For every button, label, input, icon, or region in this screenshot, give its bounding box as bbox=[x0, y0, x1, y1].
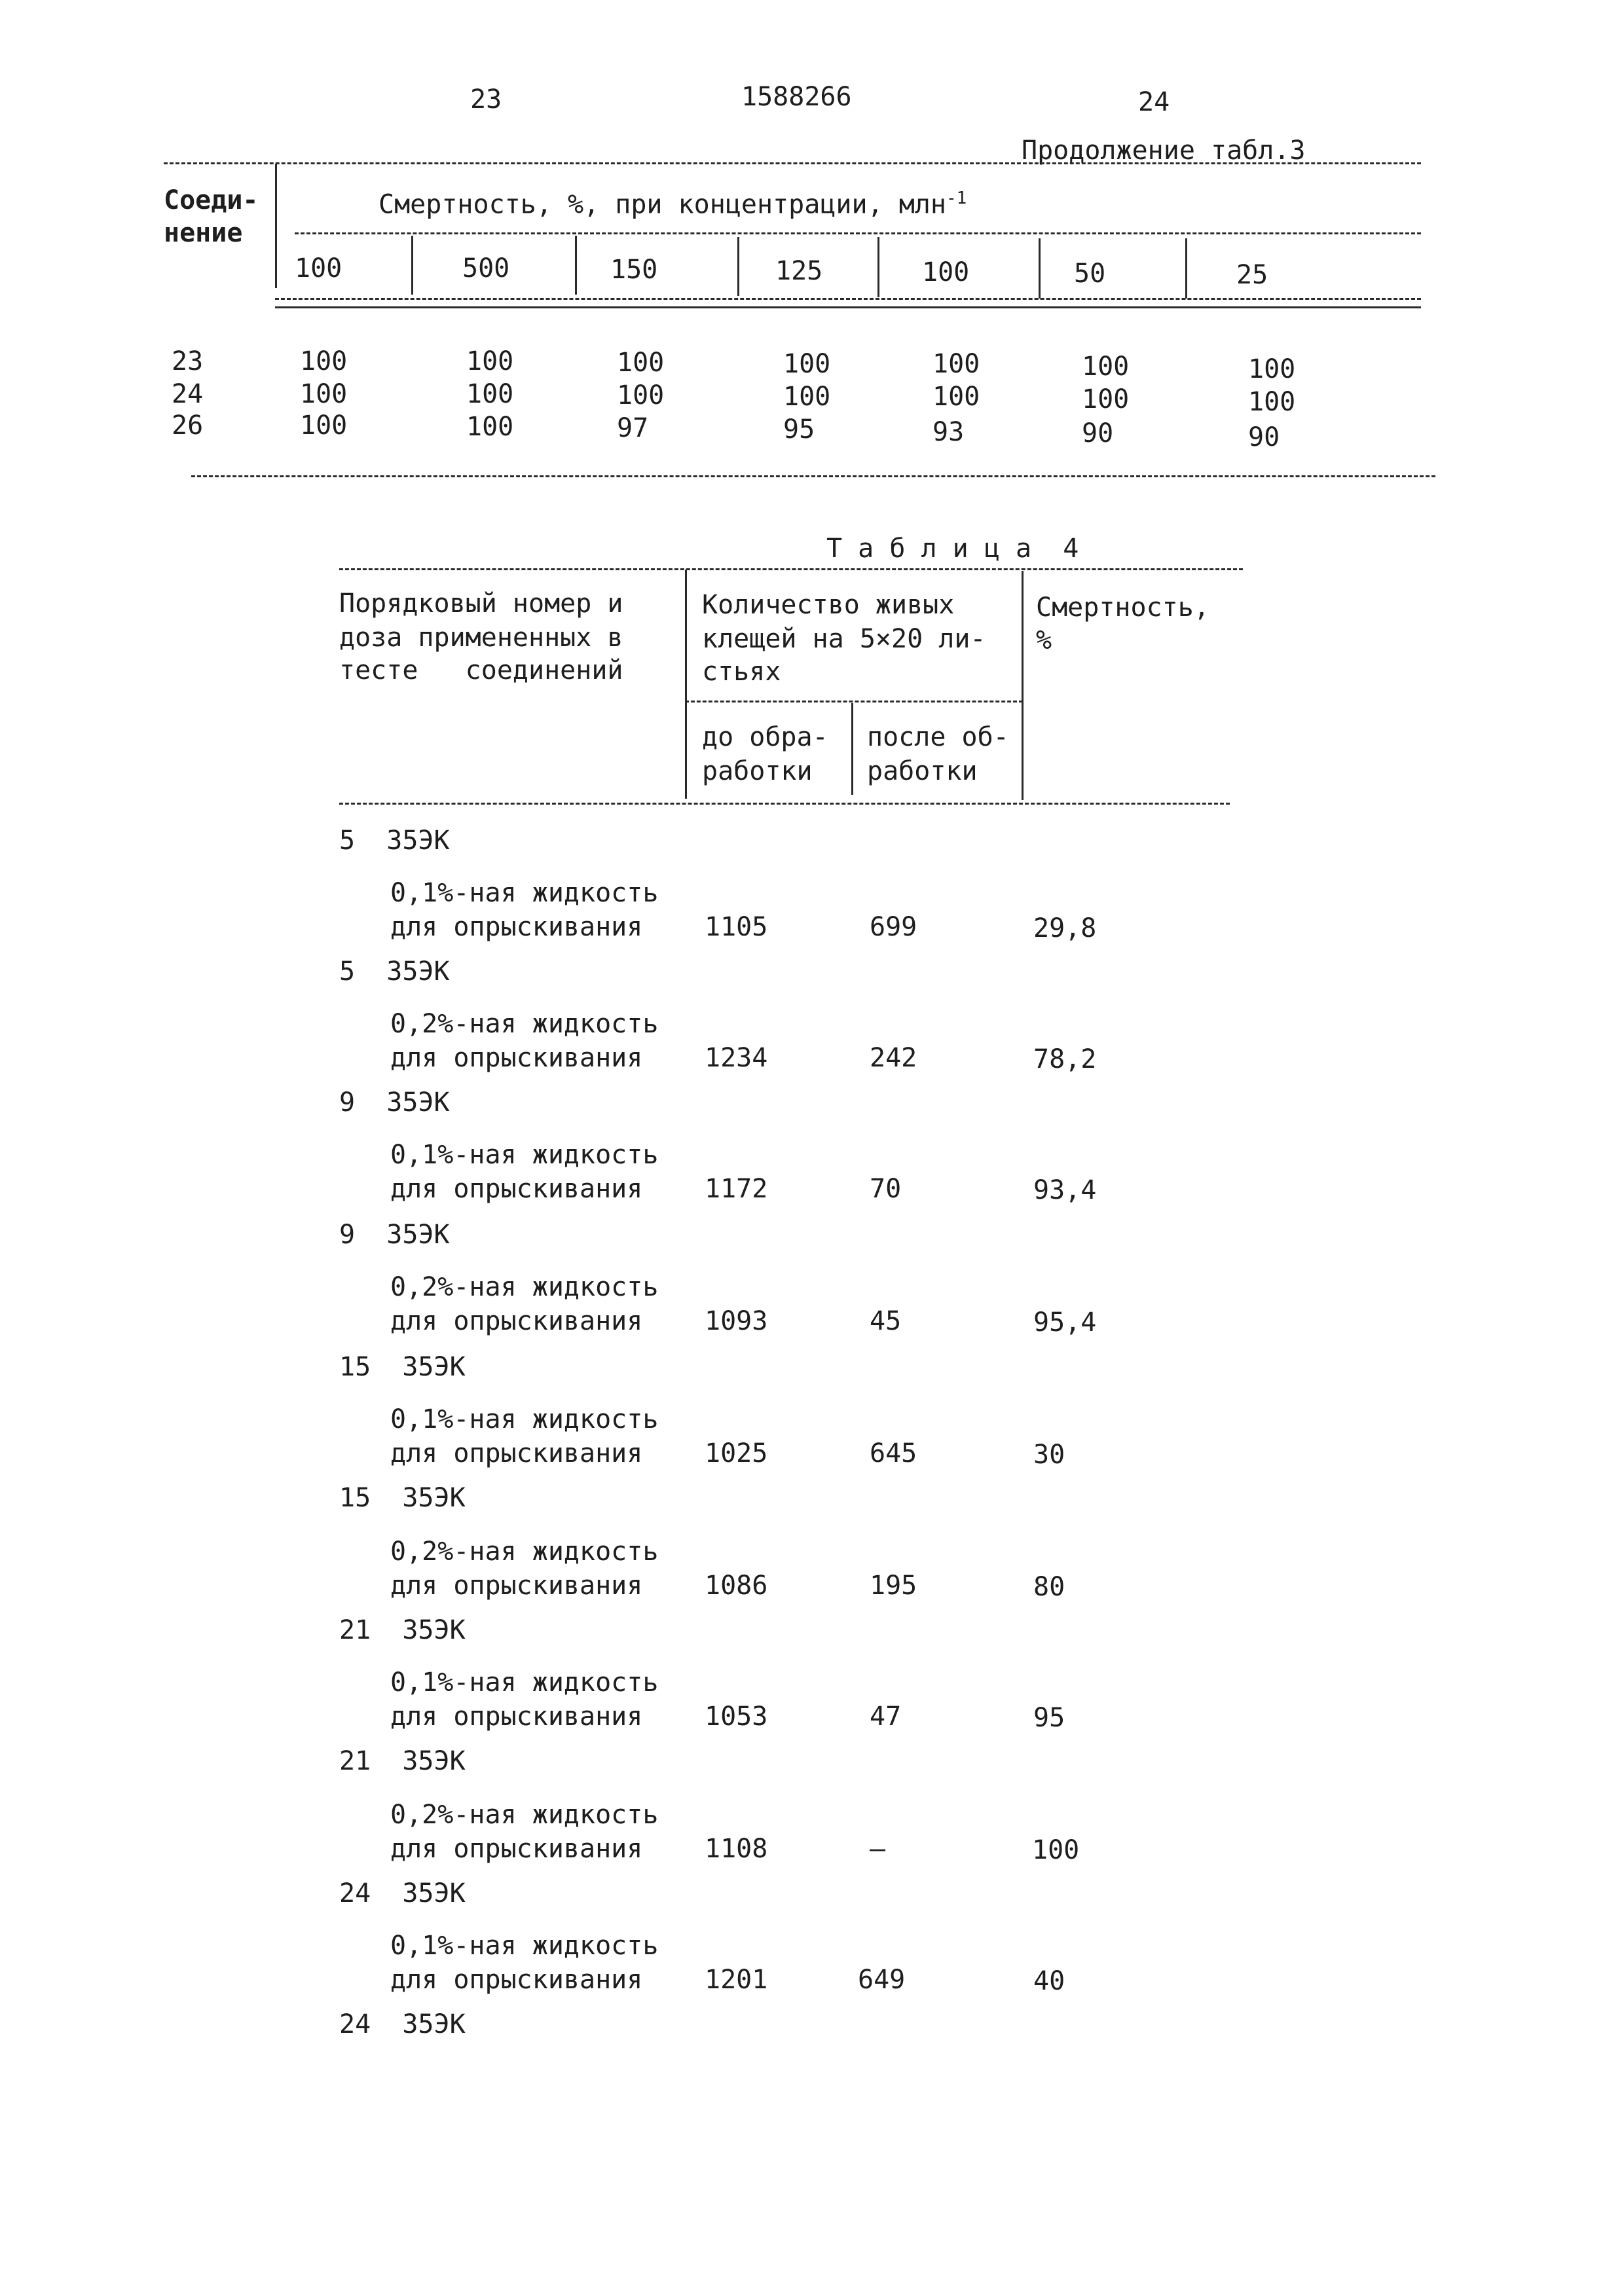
table4-col3-line1: Смертность, bbox=[1036, 592, 1209, 623]
table4-sub-divider bbox=[851, 703, 853, 795]
table4-cell-after: 242 bbox=[870, 1043, 917, 1073]
table4-row-dose-line2: для опрыскивания bbox=[390, 1306, 643, 1336]
table4-cell-mortality: 80 bbox=[1033, 1572, 1065, 1602]
table4-trailing-label: 24 35ЭК bbox=[339, 2009, 466, 2039]
table4-col2-line3: стьях bbox=[702, 657, 781, 687]
table4-col2-line1: Количество живых bbox=[702, 590, 955, 620]
table4-col2-sub1-line1: до обра- bbox=[702, 722, 828, 752]
table4-cell-after: 70 bbox=[870, 1174, 902, 1204]
table4-cell-before: 1093 bbox=[705, 1306, 768, 1336]
table3-cell: 100 bbox=[1248, 387, 1296, 417]
table4-cell-after: 649 bbox=[858, 1965, 906, 1995]
table3-cell: 100 bbox=[783, 349, 831, 379]
table4-row-dose-line1: 0,2%-ная жидкость bbox=[390, 1800, 659, 1830]
table4-row-label: 15 35ЭК bbox=[339, 1483, 466, 1513]
table3-col-compound-2: нение bbox=[164, 218, 243, 248]
table3-conc-divider-5 bbox=[1039, 238, 1041, 299]
table3-col-compound-1: Соеди- bbox=[164, 185, 259, 215]
table4-cell-after: 699 bbox=[870, 912, 917, 942]
table4-cell-before: 1105 bbox=[705, 912, 768, 942]
table3-sub-rule bbox=[295, 232, 1421, 234]
table3-cell: 100 bbox=[300, 346, 348, 376]
table3-cell: 100 bbox=[466, 412, 514, 442]
table4-row-label: 5 35ЭК bbox=[339, 957, 450, 987]
page-number-left: 23 bbox=[470, 84, 502, 115]
table3-cell: 97 bbox=[617, 413, 649, 443]
table3-conc-5: 100 bbox=[922, 257, 970, 287]
table4-row-dose-line2: для опрыскивания bbox=[390, 1702, 643, 1732]
table3-conc-4: 125 bbox=[775, 256, 823, 286]
table4-col1-line1: Порядковый номер и bbox=[339, 589, 623, 619]
table4-col-divider-1 bbox=[685, 570, 687, 799]
table4-row-label: 15 35ЭК bbox=[339, 1352, 466, 1382]
table4-row-dose-line1: 0,2%-ная жидкость bbox=[390, 1009, 659, 1039]
table4-cell-before: 1201 bbox=[705, 1965, 768, 1995]
table3-conc-divider-3 bbox=[737, 237, 739, 296]
table4-row-dose-line1: 0,1%-ная жидкость bbox=[390, 1931, 659, 1961]
table4-cell-before: 1172 bbox=[705, 1174, 768, 1204]
table3-cell: 100 bbox=[1082, 352, 1130, 382]
table4-col3-line2: % bbox=[1036, 625, 1052, 655]
table3-cell: 100 bbox=[300, 379, 348, 409]
table3-conc-divider-4 bbox=[877, 237, 879, 297]
table4-row-dose-line1: 0,2%-ная жидкость bbox=[390, 1537, 659, 1567]
table4-cell-after: 195 bbox=[870, 1571, 917, 1601]
table3-conc-3: 150 bbox=[610, 255, 658, 285]
table4-title: Т а б л и ц а 4 bbox=[826, 534, 1079, 564]
table3-cell: 100 bbox=[932, 349, 980, 379]
table4-cell-mortality: 93,4 bbox=[1033, 1175, 1097, 1205]
table3-conc-divider-6 bbox=[1185, 238, 1187, 299]
table3-cell: 93 bbox=[932, 417, 965, 447]
table4-header-bottom-rule bbox=[339, 803, 1230, 805]
table4-cell-before: 1025 bbox=[705, 1438, 768, 1468]
table4-cell-mortality: 29,8 bbox=[1033, 913, 1097, 943]
table3-bottom-rule bbox=[191, 475, 1435, 477]
table4-row-dose-line2: для опрыскивания bbox=[390, 1043, 643, 1073]
table4-col2-sub2-line2: работки bbox=[867, 756, 978, 786]
table3-conc-divider-1 bbox=[411, 236, 413, 295]
table4-cell-after: 47 bbox=[870, 1702, 902, 1732]
table3-cell: 100 bbox=[466, 346, 514, 376]
table4-row-dose-line1: 0,2%-ная жидкость bbox=[390, 1272, 659, 1302]
table4-col1-line3: тесте соединений bbox=[339, 655, 623, 685]
table3-col-mortality-unit: -1 bbox=[946, 189, 967, 208]
table3-cell: 100 bbox=[300, 410, 348, 441]
table4-cell-before: 1086 bbox=[705, 1571, 768, 1601]
table4-cell-mortality: 95 bbox=[1033, 1703, 1065, 1733]
table4-row-dose-line2: для опрыскивания bbox=[390, 1965, 643, 1995]
table4-top-rule bbox=[339, 568, 1243, 570]
table4-row-dose-line2: для опрыскивания bbox=[390, 1834, 643, 1864]
table4-cell-after: 45 bbox=[870, 1306, 902, 1336]
table3-col-mortality-text: Смертность, %, при концентрации, млн bbox=[378, 189, 946, 220]
table3-row-compound: 23 bbox=[172, 346, 204, 376]
table3-header-divider bbox=[275, 164, 277, 288]
table4-row-label: 9 35ЭК bbox=[339, 1220, 450, 1250]
table4-row-dose-line2: для опрыскивания bbox=[390, 1571, 643, 1601]
table4-col1-line2: доза примененных в bbox=[339, 623, 623, 653]
table3-cell: 100 bbox=[783, 382, 831, 412]
table3-cell: 90 bbox=[1248, 422, 1280, 452]
table4-col2-sub1-line2: работки bbox=[702, 756, 813, 786]
table4-cell-mortality: 30 bbox=[1033, 1440, 1065, 1470]
table4-cell-before: 1053 bbox=[705, 1702, 768, 1732]
table3-row-compound: 26 bbox=[172, 410, 204, 441]
patent-number: 1588266 bbox=[741, 82, 852, 112]
table4-row-label: 5 35ЭК bbox=[339, 826, 450, 856]
table4-col2-sub2-line1: после об- bbox=[867, 722, 1009, 752]
table4-cell-before: 1234 bbox=[705, 1043, 768, 1073]
table3-cell: 100 bbox=[1248, 354, 1296, 384]
table4-row-dose-line1: 0,1%-ная жидкость bbox=[390, 1404, 659, 1434]
table3-header-bottom-rule-2 bbox=[275, 306, 1421, 308]
table4-cell-mortality: 40 bbox=[1033, 1966, 1065, 1996]
table3-conc-1: 100 bbox=[295, 253, 342, 283]
table3-header-bottom-rule bbox=[275, 298, 1421, 300]
table3-conc-divider-2 bbox=[575, 236, 577, 295]
table4-row-dose-line1: 0,1%-ная жидкость bbox=[390, 1667, 659, 1698]
table3-cell: 95 bbox=[783, 414, 815, 445]
table4-cell-after: – bbox=[870, 1834, 886, 1864]
table4-cell-mortality: 100 bbox=[1032, 1835, 1080, 1865]
table4-cell-mortality: 78,2 bbox=[1033, 1044, 1097, 1074]
table3-conc-7: 25 bbox=[1236, 260, 1268, 290]
table4-row-dose-line2: для опрыскивания bbox=[390, 912, 643, 942]
table4-col-divider-2 bbox=[1022, 571, 1024, 800]
table3-conc-2: 500 bbox=[462, 253, 510, 283]
table4-row-dose-line1: 0,1%-ная жидкость bbox=[390, 878, 659, 908]
table3-cell: 90 bbox=[1082, 418, 1114, 448]
table3-cell: 100 bbox=[1082, 384, 1130, 414]
table3-col-mortality bbox=[378, 189, 967, 220]
table3-cell: 100 bbox=[617, 348, 665, 378]
table4-col2-line2: клещей на 5×20 ли- bbox=[702, 624, 986, 654]
table3-row-compound: 24 bbox=[172, 379, 204, 409]
table3-cell: 100 bbox=[932, 382, 980, 412]
table4-cell-after: 645 bbox=[870, 1438, 917, 1468]
table4-row-dose-line1: 0,1%-ная жидкость bbox=[390, 1140, 659, 1170]
table4-row-dose-line2: для опрыскивания bbox=[390, 1174, 643, 1204]
table4-cell-before: 1108 bbox=[705, 1834, 768, 1864]
table4-row-label: 24 35ЭК bbox=[339, 1878, 466, 1908]
table4-col2-sub-rule bbox=[685, 701, 1023, 702]
table4-row-dose-line2: для опрыскивания bbox=[390, 1438, 643, 1468]
table3-cell: 100 bbox=[617, 380, 665, 410]
table3-conc-6: 50 bbox=[1074, 259, 1106, 289]
table4-cell-mortality: 95,4 bbox=[1033, 1307, 1097, 1338]
table4-row-label: 21 35ЭК bbox=[339, 1746, 466, 1776]
table3-cell: 100 bbox=[466, 379, 514, 409]
page-number-right: 24 bbox=[1138, 87, 1170, 117]
table4-row-label: 9 35ЭК bbox=[339, 1087, 450, 1118]
table3-top-rule bbox=[164, 162, 1421, 164]
table3-continuation-label: Продолжение табл.3 bbox=[1022, 136, 1306, 166]
table4-row-label: 21 35ЭК bbox=[339, 1615, 466, 1645]
